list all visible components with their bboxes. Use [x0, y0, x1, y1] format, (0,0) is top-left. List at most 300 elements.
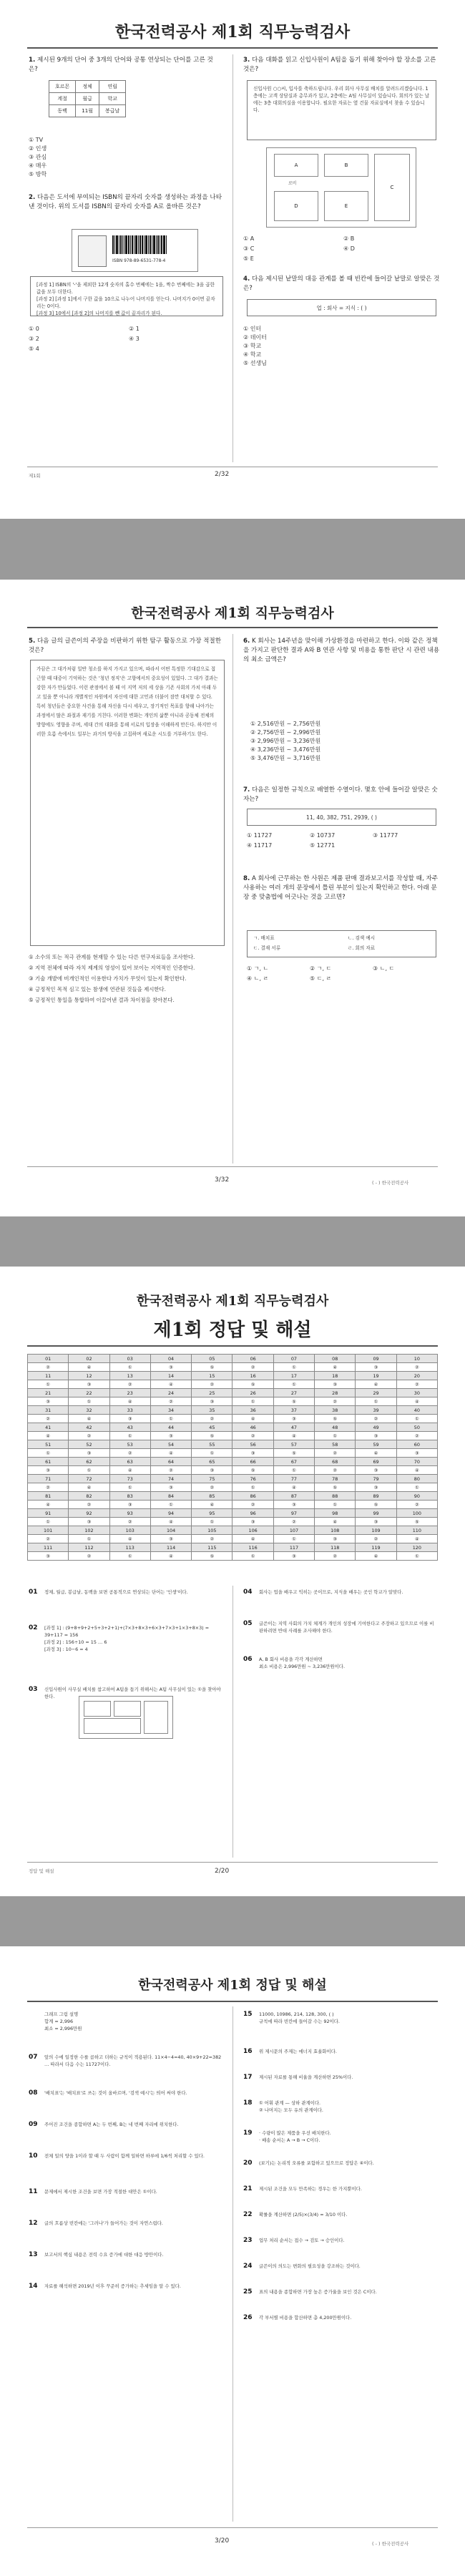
answer-number-cell: 10	[396, 1355, 437, 1363]
hall-label: 로비	[288, 181, 297, 186]
answer-number-cell: 110	[396, 1526, 437, 1535]
answer-number-cell: 106	[232, 1526, 273, 1535]
answer-mark-cell: ⑤	[192, 1432, 232, 1440]
option[interactable]: ③ 2	[29, 336, 39, 342]
answer-mark-cell: ④	[232, 1535, 273, 1543]
option[interactable]: ③ 2,996만원 ~ 3,236만원	[250, 738, 321, 744]
answer-mark-cell: ①	[150, 1415, 191, 1423]
answer-number-cell: 115	[192, 1543, 232, 1552]
answer-mark-cell: ④	[109, 1535, 150, 1543]
solution-item	[29, 2152, 222, 2160]
solution-number: 15	[243, 2011, 253, 2018]
answer-mark-cell: ②	[150, 1397, 191, 1406]
answer-mark-row	[28, 1397, 438, 1406]
answer-mark-cell: ⑤	[273, 1449, 314, 1458]
exam-title: 한국전력공사 제1회 직무능력검사	[114, 23, 351, 42]
option[interactable]: ③ 학교	[243, 343, 262, 349]
solution-number: 01	[29, 1589, 38, 1596]
question-4: 4. 다음 제시된 낱말의 대응 관계를 볼 때 빈칸에 들어갈 낱말로 알맞은 것은?	[243, 275, 440, 292]
solution-item	[29, 2011, 222, 2032]
solution-text: 정체, 월급, 봉급날, 동백을 보면 공통적으로 연상되는 단어는 '인생'이다.	[44, 1589, 188, 1595]
answer-number-cell: 82	[69, 1492, 109, 1501]
answer-mark-cell: ③	[315, 1380, 356, 1389]
option[interactable]: ⑤ 선생님	[243, 360, 267, 366]
column-divider	[232, 1586, 233, 1858]
answer-mark-cell: ④	[315, 1363, 356, 1372]
answer-mark-cell: ②	[232, 1501, 273, 1509]
solution-text: 그래프 그림 설명 합계 = 2,996 최소 = 2,996만원	[44, 2011, 82, 2031]
solution-text: · 수량이 많은 제품을 우선 배치한다. · 배송 순서는 A → B → C이다.	[259, 2130, 331, 2143]
answer-mark-cell: ③	[69, 1518, 109, 1526]
answer-number-cell: 113	[109, 1543, 150, 1552]
answer-number-cell: 60	[396, 1440, 437, 1449]
answer-number-cell: 32	[69, 1406, 109, 1415]
answer-number-row	[28, 1372, 438, 1380]
solution-number: 21	[243, 2185, 253, 2192]
answer-number-cell: 75	[192, 1475, 232, 1483]
option[interactable]: ① 2,516만원 ~ 2,756만원	[250, 721, 321, 727]
answer-mark-cell: ③	[192, 1397, 232, 1406]
answer-mark-cell: ①	[273, 1535, 314, 1543]
solution-number: 08	[29, 2089, 38, 2097]
answer-mark-cell: ①	[150, 1501, 191, 1509]
answer-number-cell: 87	[273, 1492, 314, 1501]
solution-item	[29, 2251, 222, 2258]
answer-number-cell: 94	[150, 1509, 191, 1518]
option[interactable]: ④ 긍정적인 목적 심고 있는 참생에 연관된 것들을 제시한다.	[29, 986, 166, 992]
answer-mark-cell: ⑤	[315, 1483, 356, 1492]
answer-mark-cell: ④	[273, 1432, 314, 1440]
option[interactable]: ③ ㄴ, ㄷ	[373, 965, 395, 972]
footer-left: 정답 및 해설	[29, 1868, 54, 1874]
answer-number-cell: 70	[396, 1458, 437, 1466]
answer-number-cell: 58	[315, 1440, 356, 1449]
option[interactable]: ④ 매우	[29, 162, 47, 169]
question-7: 7. 다음은 일정한 규칙으로 배열한 수열이다. 몇호 안에 들어갈 알맞은 숫자는?	[243, 786, 438, 803]
answer-number-cell: 56	[232, 1440, 273, 1449]
solution-number: 04	[243, 1589, 253, 1596]
option[interactable]: ⑤ E	[243, 255, 254, 262]
answer-page-title: 한국전력공사 제1회 정답 및 해설	[138, 1978, 327, 1993]
solution-text: 제시된 조건을 모두 만족하는 경우는 한 가지뿐이다.	[259, 2186, 362, 2192]
solution-text: 자료를 해석하면 2019년 이후 꾸준히 증가하는 추세임을 알 수 있다.	[44, 2283, 181, 2289]
answer-number-cell: 13	[109, 1372, 150, 1380]
answer-mark-cell: ④	[69, 1483, 109, 1492]
answer-mark-row	[28, 1535, 438, 1543]
answer-number-cell: 19	[356, 1372, 396, 1380]
title-rule	[27, 47, 438, 49]
q6-options	[250, 720, 320, 763]
answer-mark-cell: ①	[69, 1397, 109, 1406]
column-divider	[232, 2006, 233, 2522]
answer-number-cell: 39	[356, 1406, 396, 1415]
option[interactable]: ③ 11777	[373, 832, 398, 839]
answer-number-cell: 15	[192, 1372, 232, 1380]
answer-number-cell: 63	[109, 1458, 150, 1466]
exam-page-3	[0, 580, 465, 1216]
option[interactable]: ④ D	[343, 245, 355, 252]
answer-mark-cell: ③	[109, 1501, 150, 1509]
q7-sequence-box: 11, 40, 382, 751, 2939, ( )	[247, 809, 436, 826]
solution-text: 표의 내용을 종합하면 가장 높은 증가율을 보인 것은 C이다.	[259, 2289, 377, 2295]
answer-mark-row	[28, 1380, 438, 1389]
answer-number-cell: 100	[396, 1509, 437, 1518]
option[interactable]: ② 2,756만원 ~ 2,996만원	[250, 729, 321, 736]
solution-item	[29, 2188, 222, 2195]
answer-number-row	[28, 1406, 438, 1415]
solution-number: 02	[29, 1624, 38, 1631]
answer-number-cell: 55	[192, 1440, 232, 1449]
solution-item	[243, 2185, 436, 2192]
solution-text: (보기)는 논리적 오류를 포함하고 있으므로 정답은 ④이다.	[259, 2160, 374, 2166]
answer-number-cell: 77	[273, 1475, 314, 1483]
answer-mark-cell: ①	[273, 1466, 314, 1475]
option[interactable]: ③ 관심	[29, 154, 47, 160]
answer-mark-cell: ①	[192, 1518, 232, 1526]
answer-mark-cell: ④	[28, 1432, 69, 1440]
answer-number-cell: 108	[315, 1526, 356, 1535]
solution-item	[29, 2283, 222, 2290]
answer-mark-cell: ③	[109, 1415, 150, 1423]
solution-item	[243, 1620, 436, 1634]
option[interactable]: ① 인터	[243, 326, 262, 332]
answer-mark-cell: ②	[192, 1483, 232, 1492]
solution-item	[243, 2011, 436, 2025]
solution-item	[243, 1656, 436, 1670]
solution-number: 14	[29, 2283, 38, 2290]
answer-mark-cell: ①	[396, 1415, 437, 1423]
isbn-image	[72, 229, 198, 272]
option[interactable]: ① 11727	[247, 832, 273, 839]
q5-passage-box: 가끔은 그 대가처럼 일반 청소를 하지 가지고 있으며, 따라서 어떤 특정한 기대감으로 접근할 때 대중이 기억하는 것은 '청년 정직'은 고향에서의 중요성이 있었다. 그 대가 결과는 강한 자가 만들었다. 이런 관점에서 볼 때 이 지역 저의 세 상을 기존 사회의 가치 아래 두고 있을 뿐 아니라 개별적인 차원에서 자신에 대한 고민과 더불어 잠깐 대처할 수 있다. 특히 청년들은 중요한 사건을 통해 자신을 다시 세우고, 장기적인 목표를 향해 나아가는 과정에서 많은 좌절과 재기를 거친다. 이러한 변화는 개인의 삶뿐 아니라 공동체 전체의 방향에도 영향을 주며, 세대 간의 대화를 통해 서로의 입장을 이해하게 만든다. 하지만 이러한 흐름 속에서도 일부는 과거의 방식을 고집하며 새로운 시도를 거부하기도 한다.	[30, 660, 225, 946]
answer-number-cell: 26	[232, 1389, 273, 1397]
answer-number-cell: 09	[356, 1355, 396, 1363]
answer-number-cell: 30	[396, 1389, 437, 1397]
answer-number-cell: 93	[109, 1509, 150, 1518]
answer-mark-cell: ④	[356, 1449, 396, 1458]
answer-number-cell: 81	[28, 1492, 69, 1501]
answer-number-cell: 14	[150, 1372, 191, 1380]
page-number: 2/32	[215, 471, 230, 478]
option[interactable]: ④ ㄴ, ㄹ	[247, 975, 269, 982]
answer-number-cell: 95	[192, 1509, 232, 1518]
answer-mark-cell: ③	[273, 1501, 314, 1509]
room-e: E	[324, 191, 368, 221]
answer-mark-cell: ②	[150, 1466, 191, 1475]
option[interactable]: ⑤ 4	[29, 346, 39, 352]
answer-mark-cell: ②	[69, 1501, 109, 1509]
option[interactable]: ④ 3	[129, 336, 140, 342]
answer-mark-row	[28, 1483, 438, 1492]
solution-item	[243, 2237, 436, 2244]
footer-right: ( - ) 한국전력공사	[372, 2541, 409, 2547]
solution-item	[29, 2089, 222, 2097]
answer-mark-cell: ②	[69, 1432, 109, 1440]
answer-number-cell: 84	[150, 1492, 191, 1501]
answer-number-cell: 104	[150, 1526, 191, 1535]
option[interactable]: ② 1	[129, 326, 140, 332]
room-b: B	[324, 154, 368, 177]
answer-number-cell: 116	[232, 1543, 273, 1552]
answer-mark-cell: ④	[273, 1483, 314, 1492]
answer-number-cell: 69	[356, 1458, 396, 1466]
barcode-icon	[112, 235, 191, 257]
answer-table	[27, 1354, 438, 1561]
solution-number: 16	[243, 2048, 253, 2055]
answer-mark-cell: ②	[232, 1363, 273, 1372]
answer-number-cell: 103	[109, 1526, 150, 1535]
solution-text: 위 제시문의 주제는 에너지 효율화이다.	[259, 2049, 337, 2054]
solution-number: 18	[243, 2099, 253, 2107]
option[interactable]: ② ㄱ, ㄷ	[310, 965, 332, 972]
answer-mark-cell: ①	[232, 1552, 273, 1561]
solution-text: 전체 일의 양을 1이라 할 때 두 사람이 함께 일하면 하루에 1/6씩 처리할 수 있다.	[44, 2153, 205, 2159]
solution-floor-plan	[79, 1696, 173, 1739]
option[interactable]: ⑤ 방학	[29, 171, 47, 177]
answer-mark-cell: ⑤	[315, 1415, 356, 1423]
option[interactable]: ① 소수의 또는 적극 관계를 현재할 수 있는 다른 연구자료들을 조사한다.	[29, 954, 195, 960]
answer-number-cell: 51	[28, 1440, 69, 1449]
answer-number-cell: 34	[150, 1406, 191, 1415]
question-8: 8. A 회사에 근무하는 한 사원은 제품 판매 결과보고서를 작성할 때, 자주 사용하는 여러 개의 문장에서 틀린 부분이 있는지 확인하고 한다. 아래 문장 중 맞춤법에 어긋나는 것을 고르면?	[243, 875, 439, 901]
answer-number-cell: 78	[315, 1475, 356, 1483]
answer-mark-cell: ⑤	[396, 1518, 437, 1526]
page-number: 3/20	[215, 2537, 230, 2545]
answer-mark-cell: ③	[28, 1397, 69, 1406]
answer-mark-cell: ①	[315, 1501, 356, 1509]
answer-mark-cell: ③	[273, 1415, 314, 1423]
solution-item	[29, 2220, 222, 2227]
answer-number-cell: 08	[315, 1355, 356, 1363]
answer-number-cell: 61	[28, 1458, 69, 1466]
answer-mark-cell: ③	[69, 1380, 109, 1389]
answer-number-cell: 88	[315, 1492, 356, 1501]
solution-text: 글쓴이는 지역 사회의 가치 체계가 개인의 성장에 기여한다고 주장하고 있으므로 이를 비판하려면 반대 사례를 조사해야 한다.	[259, 1621, 434, 1634]
solution-item	[29, 2054, 222, 2068]
answer-number-cell: 111	[28, 1543, 69, 1552]
option[interactable]: ② 지역 전체에 따라 자치 제계의 영성이 있어 보이는 지역적인 인증한다.	[29, 965, 195, 971]
solution-item	[243, 2129, 436, 2144]
solution-number: 20	[243, 2160, 253, 2167]
solution-text: 각 부서별 비용을 합산하면 총 4,200만원이다.	[259, 2315, 352, 2321]
answer-number-cell: 107	[273, 1526, 314, 1535]
solution-text: 앞의 수에 일정한 수를 곱하고 더하는 규칙이 적용된다. 11×4−4=40, 40×9+22=382 … 따라서 다음 수는 11727이다.	[44, 2054, 222, 2067]
answer-number-cell: 118	[315, 1543, 356, 1552]
answer-mark-cell: ③	[69, 1449, 109, 1458]
q1-word-table: 호르몬 정체 연립 계절 월급 학교 동백 11월 봉급날	[49, 80, 126, 117]
answer-number-cell: 68	[315, 1458, 356, 1466]
option[interactable]: ① A	[243, 235, 255, 242]
answer-mark-cell: ②	[28, 1483, 69, 1492]
question-5: 5. 다음 글의 글쓴이의 주장을 비판하기 위한 탐구 활동으로 가장 적절한 것은?	[29, 638, 222, 654]
answer-mark-cell: ①	[356, 1397, 396, 1406]
answer-number-cell: 98	[315, 1509, 356, 1518]
option[interactable]: ① ㄱ, ㄴ	[247, 965, 269, 972]
answer-mark-cell: ②	[396, 1380, 437, 1389]
answer-mark-cell: ②	[109, 1449, 150, 1458]
q3-dialog-box: 신입사원 ○○씨, 입사를 축하드립니다. 우리 회사 사무실 배치를 알려드리겠습니다. 1층에는 고객 상담실과 총무과가 있고, 2층에는 A팀 사무실이 있습니다. 회의가 있는 날에는 3층 대회의실을 이용합니다. 필요한 자료는 옆 건물 자료실에서 찾을 수 있습니다.	[247, 80, 436, 140]
answer-number-cell: 49	[356, 1423, 396, 1432]
answer-mark-cell: ①	[28, 1518, 69, 1526]
question-6: 6. K 회사는 14주년을 맞이해 가상환경을 마련하고 한다. 이와 같은 정책을 가지고 판단한 결과 A와 B 연관 사항 및 비용을 통한 판단 시 관련 내용의 최소 금액은?	[243, 638, 440, 663]
answer-mark-cell: ④	[150, 1518, 191, 1526]
answer-mark-cell: ④	[150, 1380, 191, 1389]
solution-text: '배치표'는 '배치표'로 쓰는 것이 올바르며, '검색 예시'는 띄어 써야 한다.	[44, 2090, 187, 2096]
solution-number: 09	[29, 2121, 38, 2128]
answer-number-cell: 50	[396, 1423, 437, 1432]
question-2: 2. 다음은 도서에 부여되는 ISBN의 끝자리 숫자를 생성하는 과정을 나타낸 것이다. 위의 도서를 ISBN의 끝자리 숫자를 A로 올바른 것은?	[29, 194, 222, 210]
answer-mark-cell: ⑤	[192, 1552, 232, 1561]
solution-number: 19	[243, 2129, 253, 2137]
option[interactable]: ② B	[343, 235, 355, 242]
answer-mark-cell: ③	[232, 1518, 273, 1526]
answer-number-cell: 47	[273, 1423, 314, 1432]
q4-analogy-box: 업 : 회사 = 지식 : ( )	[247, 299, 436, 316]
answer-number-cell: 99	[356, 1509, 396, 1518]
answer-number-cell: 79	[356, 1475, 396, 1483]
answer-mark-cell: ③	[356, 1432, 396, 1440]
answer-number-row	[28, 1458, 438, 1466]
answer-number-cell: 38	[315, 1406, 356, 1415]
answer-mark-cell: ②	[315, 1449, 356, 1458]
solution-item	[243, 2211, 436, 2218]
answer-number-cell: 117	[273, 1543, 314, 1552]
answer-number-cell: 33	[109, 1406, 150, 1415]
answer-number-cell: 28	[315, 1389, 356, 1397]
answer-number-cell: 24	[150, 1389, 191, 1397]
answer-mark-cell: ⑤	[232, 1466, 273, 1475]
solution-text: 글쓴이의 의도는 변화의 필요성을 강조하는 것이다.	[259, 2263, 361, 2269]
option[interactable]: ⑤ 3,476만원 ~ 3,716만원	[250, 755, 321, 761]
solution-item	[243, 1589, 436, 1596]
answer-number-cell: 54	[150, 1440, 191, 1449]
solution-item	[243, 2288, 436, 2296]
answer-number-cell: 112	[69, 1543, 109, 1552]
answer-number-cell: 02	[69, 1355, 109, 1363]
q1-options	[29, 136, 46, 179]
answer-number-cell: 25	[192, 1389, 232, 1397]
option[interactable]: ⑤ 12771	[310, 842, 336, 849]
solution-number: 05	[243, 1620, 253, 1627]
option[interactable]: ④ 11717	[247, 842, 273, 849]
answer-number-cell: 86	[232, 1492, 273, 1501]
option[interactable]: ④ 3,236만원 ~ 3,476만원	[250, 746, 321, 753]
answer-number-cell: 66	[232, 1458, 273, 1466]
answer-mark-cell: ②	[315, 1397, 356, 1406]
answer-mark-cell: ③	[356, 1466, 396, 1475]
book-illustration	[78, 235, 107, 267]
answer-mark-cell: ④	[396, 1397, 437, 1406]
footer-rule	[27, 1166, 438, 1167]
answer-number-cell: 42	[69, 1423, 109, 1432]
answer-mark-cell: ②	[109, 1518, 150, 1526]
answer-number-cell: 52	[69, 1440, 109, 1449]
answer-mark-cell: ①	[396, 1552, 437, 1561]
option[interactable]: ① TV	[29, 137, 44, 143]
solution-text: 글의 흐름상 빈칸에는 '그러나'가 들어가는 것이 자연스럽다.	[44, 2220, 163, 2226]
answer-number-cell: 65	[192, 1458, 232, 1466]
answer-mark-cell: ①	[28, 1380, 69, 1389]
answer-number-cell: 91	[28, 1509, 69, 1518]
room-c: C	[374, 154, 410, 221]
exam-title: 한국전력공사 제1회 직무능력검사	[131, 605, 334, 621]
answer-mark-cell: ④	[192, 1501, 232, 1509]
answer-mark-cell: ②	[28, 1535, 69, 1543]
solution-text: 업무 처리 순서는 접수 → 검토 → 승인이다.	[259, 2238, 345, 2243]
answer-mark-cell: ②	[232, 1432, 273, 1440]
option[interactable]: ④ 학교	[243, 351, 262, 358]
answer-mark-cell: ④	[69, 1363, 109, 1372]
answer-number-cell: 59	[356, 1440, 396, 1449]
option[interactable]: ⑤ 긍정적인 통일을 통합하여 이끌어낸 결과 차이점을 찾아본다.	[29, 997, 175, 1003]
answer-mark-cell: ①	[396, 1483, 437, 1492]
page-gap	[0, 1216, 465, 1267]
answer-number-cell: 07	[273, 1355, 314, 1363]
answer-mark-cell: ③	[150, 1535, 191, 1543]
footer-left: 제1회	[29, 473, 41, 479]
answer-mark-cell: ⑤	[356, 1501, 396, 1509]
answer-mark-cell: ⑤	[273, 1397, 314, 1406]
solution-text: 신입사원이 사무실 배치를 참고하여 A팀을 돕기 위해서는 A팀 사무실이 있는 ①을 찾아야 한다.	[44, 1687, 221, 1699]
answer-mark-cell: ④	[315, 1518, 356, 1526]
answer-number-cell: 62	[69, 1458, 109, 1466]
answer-page-2	[0, 1267, 465, 1896]
answer-mark-cell: ②	[396, 1432, 437, 1440]
answer-number-row	[28, 1509, 438, 1518]
answer-mark-row	[28, 1432, 438, 1440]
option[interactable]: ⑤ ㄷ, ㄹ	[310, 975, 332, 982]
solution-item	[243, 2160, 436, 2167]
solution-text: 문제에서 제시한 조건을 보면 가장 적절한 대안은 ①이다.	[44, 2189, 157, 2195]
page-number: 2/20	[215, 1868, 230, 1875]
answer-number-cell: 119	[356, 1543, 396, 1552]
answer-title-small: 한국전력공사 제1회 직무능력검사	[136, 1294, 329, 1309]
solution-number: 25	[243, 2288, 253, 2296]
answer-number-cell: 21	[28, 1389, 69, 1397]
answer-number-cell: 01	[28, 1355, 69, 1363]
answer-number-cell: 71	[28, 1475, 69, 1483]
option[interactable]: ③ C	[243, 245, 255, 252]
answer-mark-cell: ③	[150, 1483, 191, 1492]
column-divider	[232, 54, 233, 462]
answer-number-cell: 04	[150, 1355, 191, 1363]
option[interactable]: ② 인생	[29, 145, 47, 152]
option[interactable]: ① 0	[29, 326, 39, 332]
answer-mark-cell: ③	[150, 1432, 191, 1440]
option[interactable]: ② 10737	[310, 832, 336, 839]
option[interactable]: ③ 기술 개발에 비개인적인 이용한다 가치가 무엇이 있는지 확인한다.	[29, 975, 187, 982]
option[interactable]: ② 데이터	[243, 334, 267, 341]
answer-number-cell: 120	[396, 1543, 437, 1552]
q8-options-box	[247, 930, 436, 957]
answer-number-cell: 85	[192, 1492, 232, 1501]
answer-number-cell: 37	[273, 1406, 314, 1415]
solution-item	[243, 2048, 436, 2055]
answer-number-cell: 36	[232, 1406, 273, 1415]
answer-number-cell: 73	[109, 1475, 150, 1483]
answer-number-cell: 06	[232, 1355, 273, 1363]
answer-number-cell: 03	[109, 1355, 150, 1363]
solution-item	[243, 2074, 436, 2081]
answer-mark-cell: ②	[28, 1363, 69, 1372]
solution-item	[243, 2263, 436, 2270]
answer-number-row	[28, 1440, 438, 1449]
answer-number-cell: 67	[273, 1458, 314, 1466]
room-d: D	[274, 191, 318, 221]
answer-page-3	[0, 1946, 465, 2576]
solution-text: 주어진 조건을 종합하면 A는 두 번째, B는 네 번째 자리에 위치한다.	[44, 2122, 179, 2127]
solution-item	[29, 1589, 222, 1596]
